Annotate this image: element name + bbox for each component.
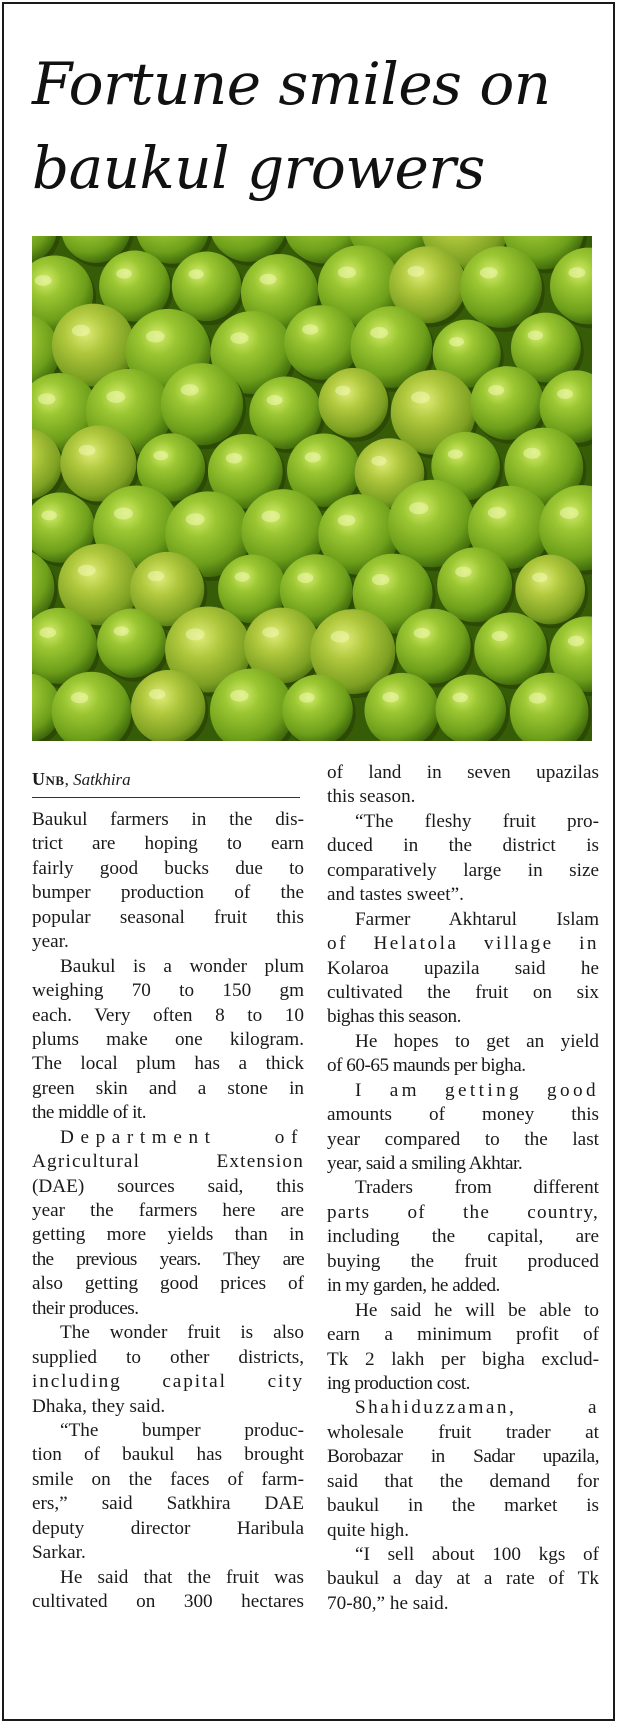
text-line: bighas this season. (327, 1006, 461, 1028)
text-line: ers,” said Satkhira DAE (32, 1493, 304, 1515)
text-line: Shahiduzzaman, a (355, 1397, 599, 1419)
headline-line-1: Fortune smiles on (32, 50, 551, 118)
text-line: Baukul farmers in the dis- (32, 809, 304, 830)
text-line: 70-80,” he said. (327, 1592, 449, 1614)
text-line: also getting good prices of (32, 1273, 304, 1295)
text-line: He said he will be able to (355, 1299, 599, 1321)
text-line: of 60-65 maunds per bigha. (327, 1055, 526, 1077)
byline-location: Satkhira (73, 770, 131, 789)
text-line: including capital city (32, 1371, 304, 1393)
text-line: popular seasonal fruit this (32, 906, 304, 928)
text-line: “The fleshy fruit pro- (355, 810, 599, 832)
text-line: the middle of it. (32, 1102, 147, 1124)
text-line: weighing 70 to 150 gm (32, 980, 304, 1002)
text-line: cultivated the fruit on six (327, 981, 599, 1003)
text-line: trict are hoping to earn (32, 833, 304, 855)
text-line: (DAE) sources said, this (32, 1175, 304, 1197)
text-line: The local plum has a thick (32, 1053, 304, 1075)
text-line: baukul a day at a rate of Tk (327, 1568, 599, 1590)
text-line: cultivated on 300 hectares (32, 1591, 304, 1612)
byline-rule (32, 797, 300, 798)
text-line: Tk 2 lakh per bigha exclud- (327, 1348, 599, 1370)
text-line: plums make one kilogram. (32, 1028, 304, 1050)
text-line: Traders from different (355, 1177, 599, 1199)
headline (32, 42, 592, 210)
article-column-left (32, 808, 304, 1614)
green-plums-photo (32, 236, 592, 741)
text-line: bumper production of the (32, 882, 304, 904)
text-line: year. (32, 931, 69, 953)
headline-line-2: baukul growers (32, 134, 485, 202)
text-line: fairly good bucks due to (32, 857, 304, 879)
text-line: parts of the country, (327, 1201, 599, 1223)
text-line: I am getting good (355, 1079, 599, 1101)
text-line: ing production cost. (327, 1372, 470, 1394)
text-line: year, said a smiling Akhtar. (327, 1153, 523, 1174)
text-line: and tastes sweet”. (327, 884, 464, 906)
text-line: Baukul is a wonder plum (60, 955, 304, 977)
text-line: baukul in the market is (327, 1495, 599, 1517)
text-line: tion of baukul has brought (32, 1444, 304, 1466)
text-line: Department of (60, 1126, 304, 1148)
text-line: green skin and a stone in (32, 1077, 304, 1099)
text-line: supplied to other districts, (32, 1346, 304, 1368)
text-line: year compared to the last (327, 1128, 599, 1150)
text-line: Sarkar. (32, 1542, 86, 1564)
text-line: Borobazar in Sadar upazila, (327, 1446, 599, 1468)
text-line: this season. (327, 786, 416, 808)
text-line: Agricultural Extension (32, 1151, 304, 1173)
text-line: including the capital, are (327, 1226, 599, 1248)
byline-agency: Unb (32, 769, 65, 789)
text-line: the previous years. They are (32, 1248, 304, 1270)
text-line: “The bumper produc- (60, 1419, 304, 1441)
text-line: their produces. (32, 1297, 139, 1319)
text-line: each. Very often 8 to 10 (32, 1004, 304, 1026)
text-line: getting more yields than in (32, 1224, 304, 1246)
text-line: The wonder fruit is also (60, 1322, 304, 1344)
text-line: amounts of money this (327, 1104, 599, 1126)
text-line: duced in the district is (327, 835, 599, 857)
text-line: comparatively large in size (327, 859, 599, 881)
byline-separator: , (64, 770, 74, 789)
byline (32, 768, 304, 791)
text-line: “I sell about 100 kgs of (355, 1544, 599, 1565)
text-line: deputy director Haribula (32, 1517, 304, 1539)
text-line: Dhaka, they said. (32, 1395, 166, 1417)
text-line: in my garden, he added. (327, 1275, 500, 1297)
text-line: year the farmers here are (32, 1200, 304, 1221)
text-line: He hopes to get an yield (355, 1030, 599, 1052)
text-line: smile on the faces of farm- (32, 1468, 304, 1490)
text-line: earn a minimum profit of (327, 1324, 599, 1346)
text-line: quite high. (327, 1519, 410, 1541)
text-line: buying the fruit produced (327, 1250, 599, 1272)
text-line: wholesale fruit trader at (327, 1421, 599, 1443)
text-line: of Helatola village in (327, 933, 599, 955)
text-line: Farmer Akhtarul Islam (355, 908, 599, 930)
text-line: He said that the fruit was (60, 1566, 304, 1588)
text-line: of land in seven upazilas (327, 762, 599, 783)
text-line: said that the demand for (327, 1470, 599, 1492)
article-column-right (327, 761, 599, 1616)
text-line: Kolaroa upazila said he (327, 957, 599, 979)
